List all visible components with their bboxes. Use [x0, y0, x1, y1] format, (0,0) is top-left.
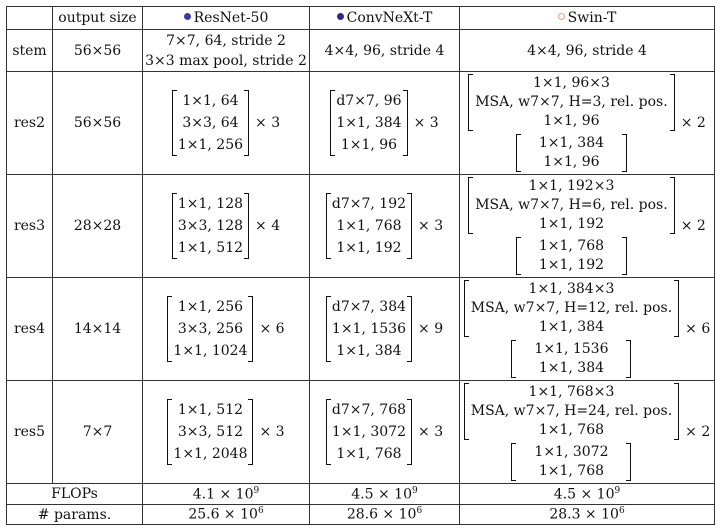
header-resnet — [143, 7, 310, 30]
stage-size: 56×56 — [53, 72, 143, 175]
flops-row — [7, 484, 715, 505]
swin-block — [464, 280, 711, 378]
params-row — [7, 505, 715, 525]
flops-label: FLOPs — [7, 484, 143, 505]
resnet-block — [172, 90, 280, 156]
stage-resnet — [143, 72, 310, 175]
params-convnext-exponent: 6 — [416, 506, 423, 517]
swin-attn-line: 1×1, 768×3 — [528, 384, 615, 400]
swin-mlp-line: 1×1, 384 — [538, 360, 605, 376]
convnext-line: d7×7, 96 — [336, 93, 402, 109]
convnext-line: d7×7, 768 — [331, 402, 407, 418]
params-resnet-exponent: 6 — [257, 506, 264, 517]
swin-attn-line: 1×1, 96×3 — [533, 75, 610, 91]
convnext-line: 1×1, 384 — [336, 115, 402, 131]
convnext-line: 1×1, 768 — [336, 218, 402, 234]
convnext-block — [326, 193, 443, 259]
params-swin — [460, 505, 715, 525]
stage-convnext — [310, 381, 460, 484]
convnext-line: 1×1, 96 — [340, 137, 398, 153]
resnet-dot-icon — [184, 13, 191, 20]
resnet-line: 1×1, 64 — [182, 93, 239, 109]
stage-row-res3 — [7, 175, 715, 278]
swin-multiplier: × 2 — [680, 218, 706, 234]
resnet-line: 3×3, 128 — [177, 218, 244, 234]
stage-convnext — [310, 278, 460, 381]
params-convnext-value: 28.6 × 10 — [346, 506, 417, 523]
swin-attn-line: MSA, w7×7, H=12, rel. pos. — [470, 300, 673, 316]
swin-mlp-line: 1×1, 3072 — [534, 444, 609, 460]
flops-swin-exponent: 9 — [614, 485, 621, 496]
swin-mlp-line: 1×1, 1536 — [534, 341, 609, 357]
swin-attn-line: MSA, w7×7, H=24, rel. pos. — [470, 403, 673, 419]
resnet-block — [167, 296, 284, 362]
swin-attn-line: MSA, w7×7, H=3, rel. pos. — [475, 94, 668, 110]
swin-attn-line: 1×1, 192 — [538, 216, 605, 232]
flops-resnet-exponent: 9 — [253, 485, 260, 496]
resnet-multiplier: × 6 — [259, 321, 285, 337]
swin-multiplier: × 6 — [685, 321, 711, 337]
convnext-line: 1×1, 3072 — [331, 424, 406, 440]
flops-convnext-exponent: 9 — [411, 485, 418, 496]
stem-resnet-line: 7×7, 64, stride 2 — [166, 32, 286, 49]
resnet-multiplier: × 3 — [255, 115, 281, 131]
swin-multiplier: × 2 — [680, 115, 706, 131]
resnet-bracket — [167, 399, 253, 465]
flops-resnet-value: 4.1 × 10 — [192, 486, 254, 503]
swin-block-inner — [468, 74, 675, 172]
convnext-line: d7×7, 192 — [331, 196, 407, 212]
swin-mlp-line: 1×1, 768 — [538, 463, 605, 479]
resnet-line: 1×1, 256 — [177, 137, 244, 153]
swin-attn-bracket — [468, 74, 675, 131]
params-label: # params. — [7, 505, 143, 525]
flops-convnext — [310, 484, 460, 505]
swin-attn-bracket — [464, 383, 679, 440]
convnext-multiplier: × 3 — [418, 424, 444, 440]
stem-resnet — [143, 30, 310, 72]
header-convnext-label: ConvNeXt-T — [346, 10, 433, 26]
flops-convnext-value: 4.5 × 10 — [351, 486, 412, 503]
convnext-multiplier: × 9 — [418, 321, 444, 337]
stage-row-res5 — [7, 381, 715, 484]
swin-attn-bracket — [468, 177, 675, 234]
convnext-line: 1×1, 768 — [336, 446, 402, 462]
swin-mlp-line: 1×1, 192 — [538, 257, 605, 273]
resnet-line: 3×3, 64 — [182, 115, 239, 131]
swin-block-inner — [464, 280, 679, 378]
swin-multiplier: × 2 — [685, 424, 711, 440]
swin-attn-line: 1×1, 384×3 — [528, 281, 615, 297]
convnext-bracket — [326, 399, 412, 465]
stage-name: res5 — [7, 381, 53, 484]
swin-attn-bracket — [464, 280, 679, 337]
resnet-line: 1×1, 2048 — [173, 446, 248, 462]
stem-row — [7, 30, 715, 72]
resnet-block — [167, 399, 284, 465]
params-resnet — [143, 505, 310, 525]
swin-mlp-bracket — [516, 237, 627, 275]
resnet-bracket — [172, 193, 249, 259]
convnext-line: 1×1, 192 — [336, 240, 402, 256]
swin-mlp-line: 1×1, 384 — [538, 135, 605, 151]
resnet-line: 1×1, 1024 — [173, 343, 248, 359]
stage-name: res4 — [7, 278, 53, 381]
resnet-bracket — [167, 296, 253, 362]
header-output-size: output size — [53, 7, 143, 30]
stage-resnet — [143, 381, 310, 484]
header-row — [7, 7, 715, 30]
resnet-line: 3×3, 256 — [177, 321, 244, 337]
convnext-bracket — [330, 90, 407, 156]
convnext-multiplier: × 3 — [418, 218, 444, 234]
stem-resnet-line: 3×3 max pool, stride 2 — [145, 52, 307, 69]
swin-block — [468, 177, 706, 275]
resnet-bracket — [172, 90, 249, 156]
header-resnet-label: ResNet-50 — [193, 10, 269, 26]
convnext-block — [330, 90, 438, 156]
stage-size: 7×7 — [53, 381, 143, 484]
swin-attn-line: 1×1, 384 — [538, 319, 605, 335]
resnet-line: 1×1, 128 — [177, 196, 244, 212]
convnext-line: d7×7, 384 — [331, 299, 407, 315]
params-swin-exponent: 6 — [618, 506, 625, 517]
convnext-line: 1×1, 384 — [336, 343, 402, 359]
stage-swin — [460, 278, 715, 381]
stage-swin — [460, 72, 715, 175]
stem-swin: 4×4, 96, stride 4 — [460, 30, 715, 72]
stem-size: 56×56 — [53, 30, 143, 72]
convnext-dot-icon — [337, 13, 344, 20]
convnext-block — [326, 399, 443, 465]
swin-mlp-bracket — [511, 340, 631, 378]
header-swin-label: Swin-T — [567, 10, 617, 26]
convnext-multiplier: × 3 — [413, 115, 439, 131]
params-swin-value: 28.3 × 10 — [549, 506, 619, 523]
architecture-table — [6, 6, 715, 525]
resnet-multiplier: × 3 — [259, 424, 285, 440]
flops-resnet — [143, 484, 310, 505]
stage-swin — [460, 175, 715, 278]
resnet-line: 1×1, 512 — [177, 402, 244, 418]
params-resnet-value: 25.6 × 10 — [188, 506, 258, 523]
swin-attn-line: 1×1, 96 — [543, 113, 600, 129]
resnet-line: 1×1, 256 — [177, 299, 244, 315]
flops-swin — [460, 484, 715, 505]
resnet-block — [172, 193, 280, 259]
stage-row-res2 — [7, 72, 715, 175]
swin-mlp-bracket — [511, 443, 631, 481]
swin-attn-line: 1×1, 192×3 — [528, 178, 615, 194]
header-swin — [460, 7, 715, 30]
stage-name: res3 — [7, 175, 53, 278]
stage-resnet — [143, 175, 310, 278]
stage-convnext — [310, 175, 460, 278]
swin-block-inner — [468, 177, 675, 275]
resnet-multiplier: × 4 — [255, 218, 281, 234]
swin-mlp-line: 1×1, 768 — [538, 238, 605, 254]
swin-circle-icon — [558, 13, 565, 20]
swin-block — [468, 74, 706, 172]
params-convnext — [310, 505, 460, 525]
stage-resnet — [143, 278, 310, 381]
stem-name: stem — [7, 30, 53, 72]
resnet-line: 1×1, 512 — [177, 240, 244, 256]
flops-swin-value: 4.5 × 10 — [553, 486, 615, 503]
stage-swin — [460, 381, 715, 484]
convnext-bracket — [326, 193, 412, 259]
header-empty — [7, 7, 53, 30]
convnext-line: 1×1, 1536 — [331, 321, 406, 337]
stage-size: 14×14 — [53, 278, 143, 381]
convnext-bracket — [326, 296, 412, 362]
convnext-block — [326, 296, 443, 362]
swin-attn-line: 1×1, 768 — [538, 422, 605, 438]
stage-size: 28×28 — [53, 175, 143, 278]
stage-convnext — [310, 72, 460, 175]
swin-mlp-line: 1×1, 96 — [543, 154, 600, 170]
stage-name: res2 — [7, 72, 53, 175]
swin-block — [464, 383, 711, 481]
swin-attn-line: MSA, w7×7, H=6, rel. pos. — [475, 197, 668, 213]
resnet-line: 3×3, 512 — [177, 424, 244, 440]
header-convnext — [310, 7, 460, 30]
stage-row-res4 — [7, 278, 715, 381]
swin-mlp-bracket — [516, 134, 627, 172]
stem-convnext: 4×4, 96, stride 4 — [310, 30, 460, 72]
swin-block-inner — [464, 383, 679, 481]
